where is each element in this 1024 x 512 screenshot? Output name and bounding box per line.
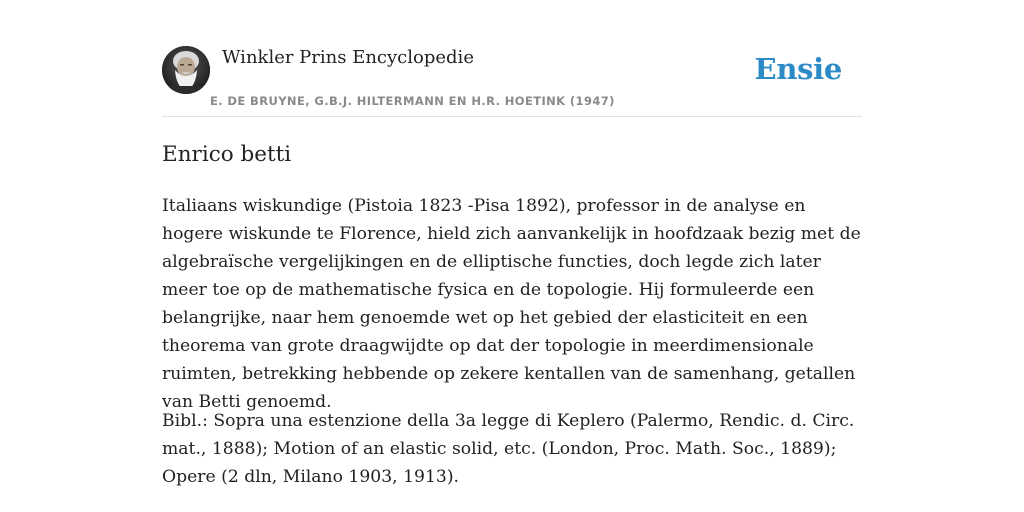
source-header [162, 46, 862, 117]
ensie-logo-link[interactable]: Ensie [754, 52, 842, 86]
entry-title: Enrico betti [162, 142, 292, 167]
bibliography-paragraph: Bibl.: Sopra una estenzione della 3a legge di Keplero (Palermo, Rendic. d. Circ. mat., 1888); Motion of an elastic solid, etc. (London, Proc. Math. Soc., 1889); Opere (2 dln, Milano 1903, 1913). [162, 411, 855, 487]
bearded-man-portrait-icon [162, 46, 210, 94]
source-title[interactable]: Winkler Prins Encyclopedie [222, 47, 474, 68]
source-authors: E. DE BRUYNE, G.B.J. HILTERMANN EN H.R. HOETINK (1947) [210, 94, 615, 108]
author-avatar[interactable] [162, 46, 210, 94]
entry-paragraph: Italiaans wiskundige (Pistoia 1823 -Pisa 1892), professor in de analyse en hogere wiskunde te Florence, hield zich aanvankelijk in hoofdzaak bezig met de algebraïsche vergelijkingen en de elliptische functies, doch legde zich later meer toe op de mathematische fysica en de topologie. Hij formuleerde een belangrijke, naar hem genoemde wet op het gebied der elasticiteit en een theorema van grote draagwijdte op dat der topologie in meerdimensionale ruimten, betrekking hebbende op zekere kentallen van de samenhang, getallen van Betti genoemd. [162, 196, 861, 412]
